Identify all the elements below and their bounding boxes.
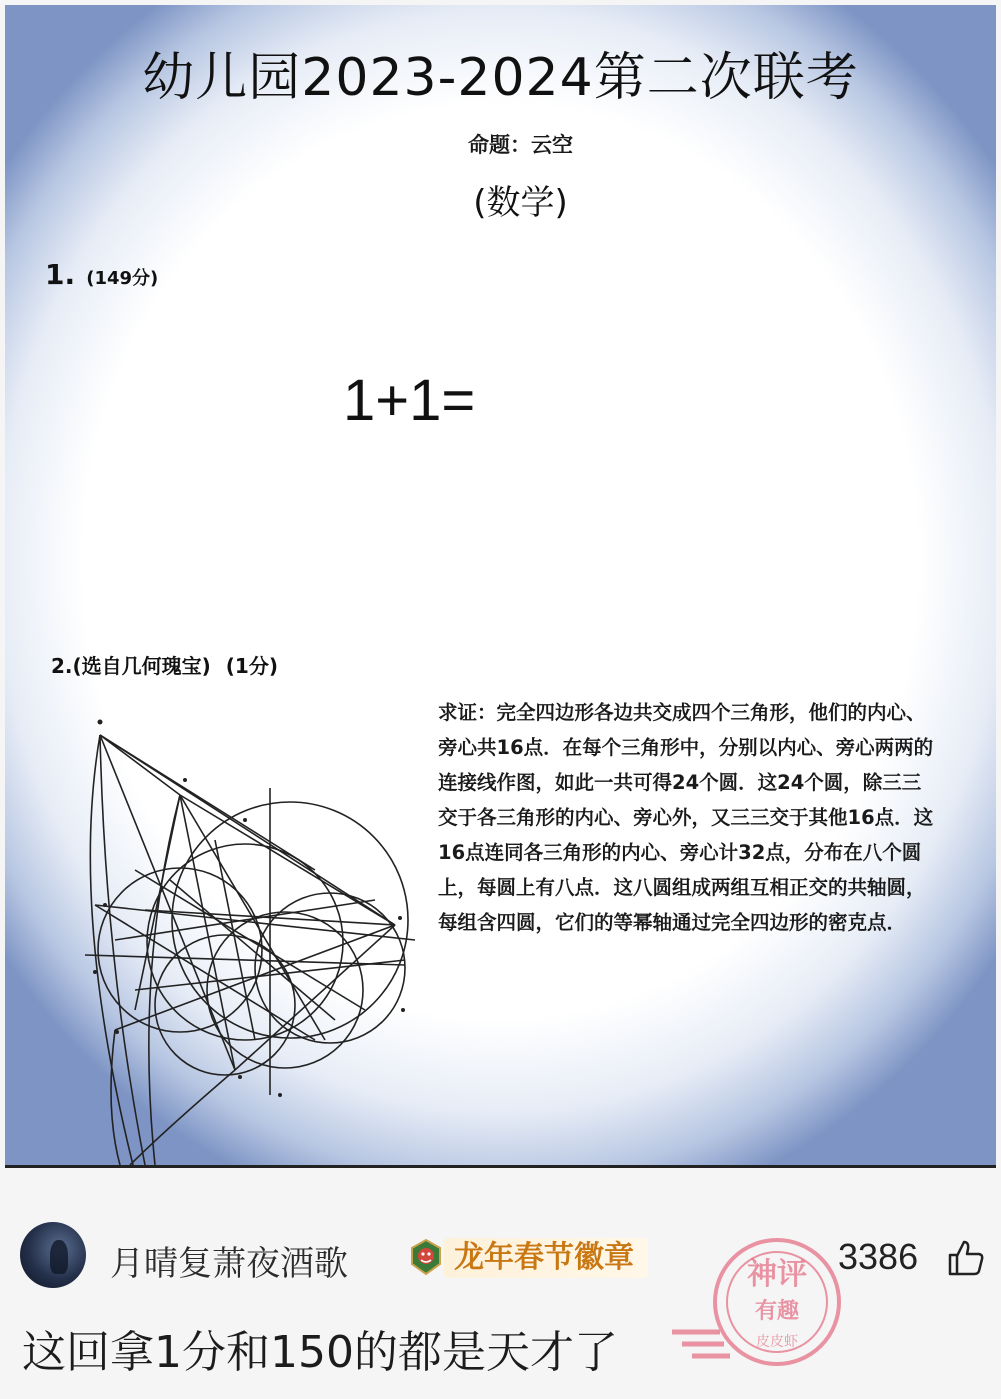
question-2-header (51, 650, 286, 679)
username[interactable]: 月晴复萧夜酒歌 (110, 1244, 348, 1284)
question-1-header (45, 258, 158, 291)
question-2-title: 2.(选自几何瑰宝) (51, 654, 211, 678)
exam-image[interactable] (5, 5, 996, 1168)
stamp-line-2: 有趣 (754, 1299, 800, 1324)
question-1-expression: 1+1= (343, 368, 476, 433)
comment-card (0, 1168, 1001, 1399)
thumbs-up-icon[interactable] (946, 1238, 986, 1278)
question-2-text: 求证：完全四边形各边共交成四个三角形，他们的内心、旁心共16点．在每个三角形中，分别以内心、旁心两两的连接线作图，如此一共可得24个圆．这24个圆，除三三交于各三角形的内心、旁心外，又三三交于其他16点．这16点连同各三角形的内心、旁心计32点，分布在八个圆上，每圆上有八点．这八圆组成两组互相正交的共轴圆，每组含四圆，它们的等幂轴通过完全四边形的密克点． (438, 701, 934, 934)
question-1-number: 1. (45, 258, 76, 291)
exam-author: 命题：云空 (468, 133, 573, 157)
stamp-line-1: 神评 (747, 1257, 807, 1292)
exam-subject: (数学) (473, 183, 568, 223)
badge-label[interactable]: 龙年春节徽章 (444, 1238, 648, 1278)
like-count: 3386 (838, 1236, 919, 1277)
exam-title: 幼儿园2023-2024第二次联考 (142, 48, 859, 108)
geometry-figure (75, 710, 435, 1165)
question-2-score: (1分) (225, 654, 278, 678)
stamp-line-3: 皮皮虾 (756, 1334, 798, 1350)
avatar[interactable] (20, 1222, 86, 1288)
comment-text: 这回拿1分和150的都是天才了 (22, 1327, 618, 1378)
dragon-badge-icon (410, 1238, 442, 1276)
question-1-score: (149分) (86, 268, 159, 289)
